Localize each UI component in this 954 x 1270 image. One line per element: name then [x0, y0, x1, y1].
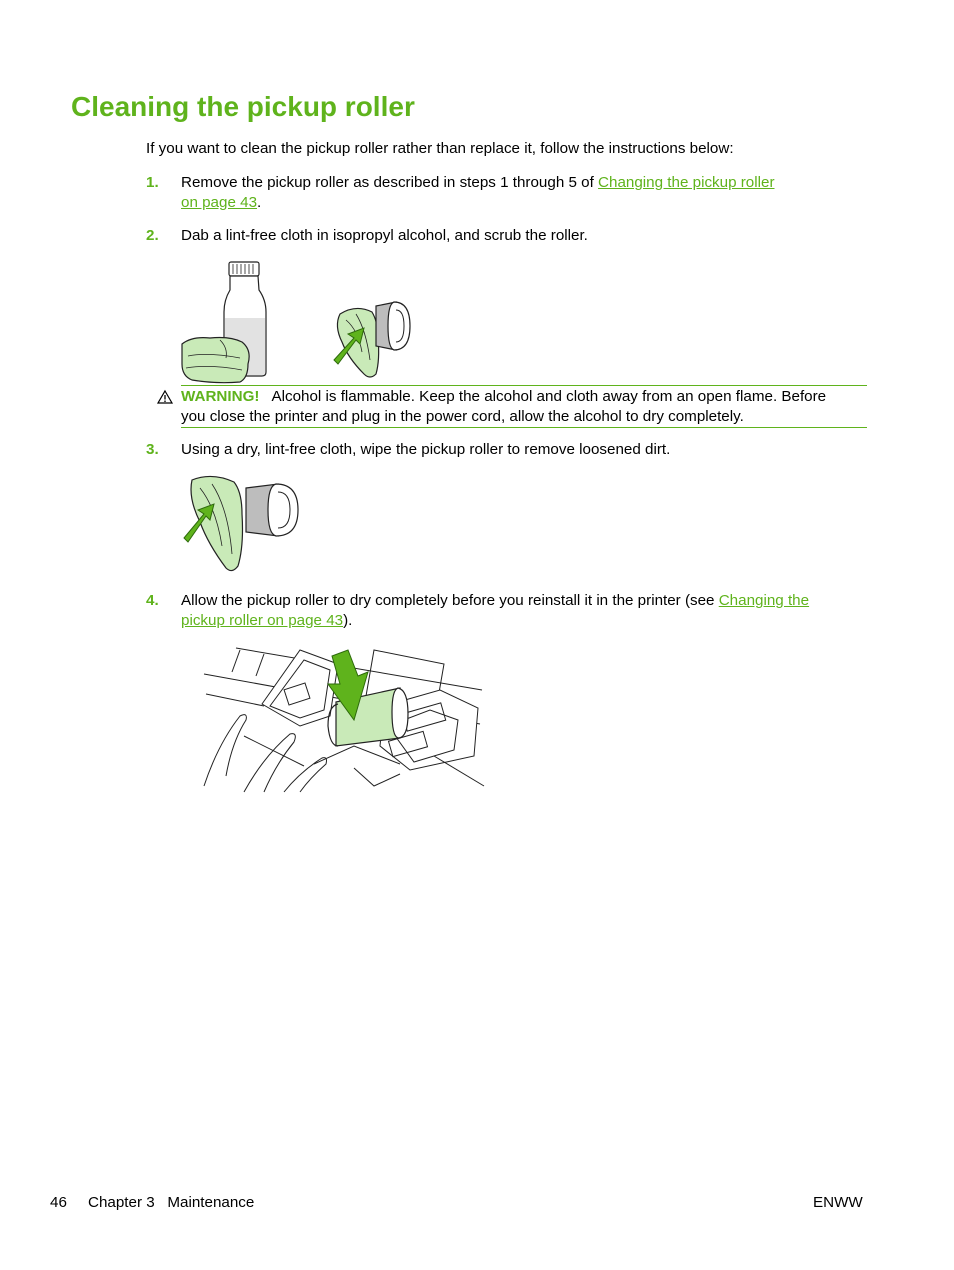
- step-number-2: 2.: [146, 227, 159, 244]
- step-3-text: Using a dry, lint-free cloth, wipe the pickup roller to remove loosened dirt.: [181, 441, 671, 458]
- dry-cloth-roller-illustration: [182, 474, 304, 576]
- step-1-link-line2: on page 43: [181, 193, 258, 211]
- warning-text-1: Alcohol is flammable. Keep the alcohol and cloth away from an open flame. Before: [271, 388, 827, 405]
- step-number-4: 4.: [146, 592, 159, 609]
- warning-text-2: you close the printer and plug in the power cord, allow the alcohol to dry completely.: [181, 407, 744, 425]
- cloth-roller-illustration: [326, 300, 418, 382]
- intro-text: If you want to clean the pickup roller rather than replace it, follow the instructions below:: [146, 140, 734, 157]
- step-1-text: [181, 173, 871, 212]
- printer-illustration: [204, 646, 484, 792]
- warning-triangle-icon: [157, 390, 173, 404]
- footer-right: ENWW: [813, 1194, 863, 1211]
- step-1-text-before: Remove the pickup roller as described in steps 1 through 5 of: [181, 174, 599, 191]
- warning-line-1: [181, 387, 867, 407]
- step-2-text: Dab a lint-free cloth in isopropyl alcohol, and scrub the roller.: [181, 227, 588, 244]
- warning-label: WARNING!: [181, 388, 260, 405]
- step-4-link-line2: pickup roller on page 43: [181, 611, 344, 629]
- step-1-link-line1: Changing the pickup roller: [598, 174, 775, 191]
- page-title: Cleaning the pickup roller: [71, 91, 415, 122]
- step-number-1: 1.: [146, 174, 159, 191]
- step-4-text: [181, 591, 871, 630]
- step-1-text-after: .: [257, 193, 262, 211]
- step-4-text-after: ).: [343, 611, 353, 629]
- footer-page-number: 46: [50, 1194, 67, 1211]
- step-4-link-line1: Changing the: [718, 592, 810, 609]
- footer-chapter: Chapter 3 Maintenance: [88, 1194, 255, 1211]
- step-number-3: 3.: [146, 441, 159, 458]
- step-4-text-before: Allow the pickup roller to dry completely before you reinstall it in the printer (see: [181, 592, 719, 609]
- warning-box: [181, 385, 867, 428]
- alcohol-bottle-illustration: [180, 260, 270, 384]
